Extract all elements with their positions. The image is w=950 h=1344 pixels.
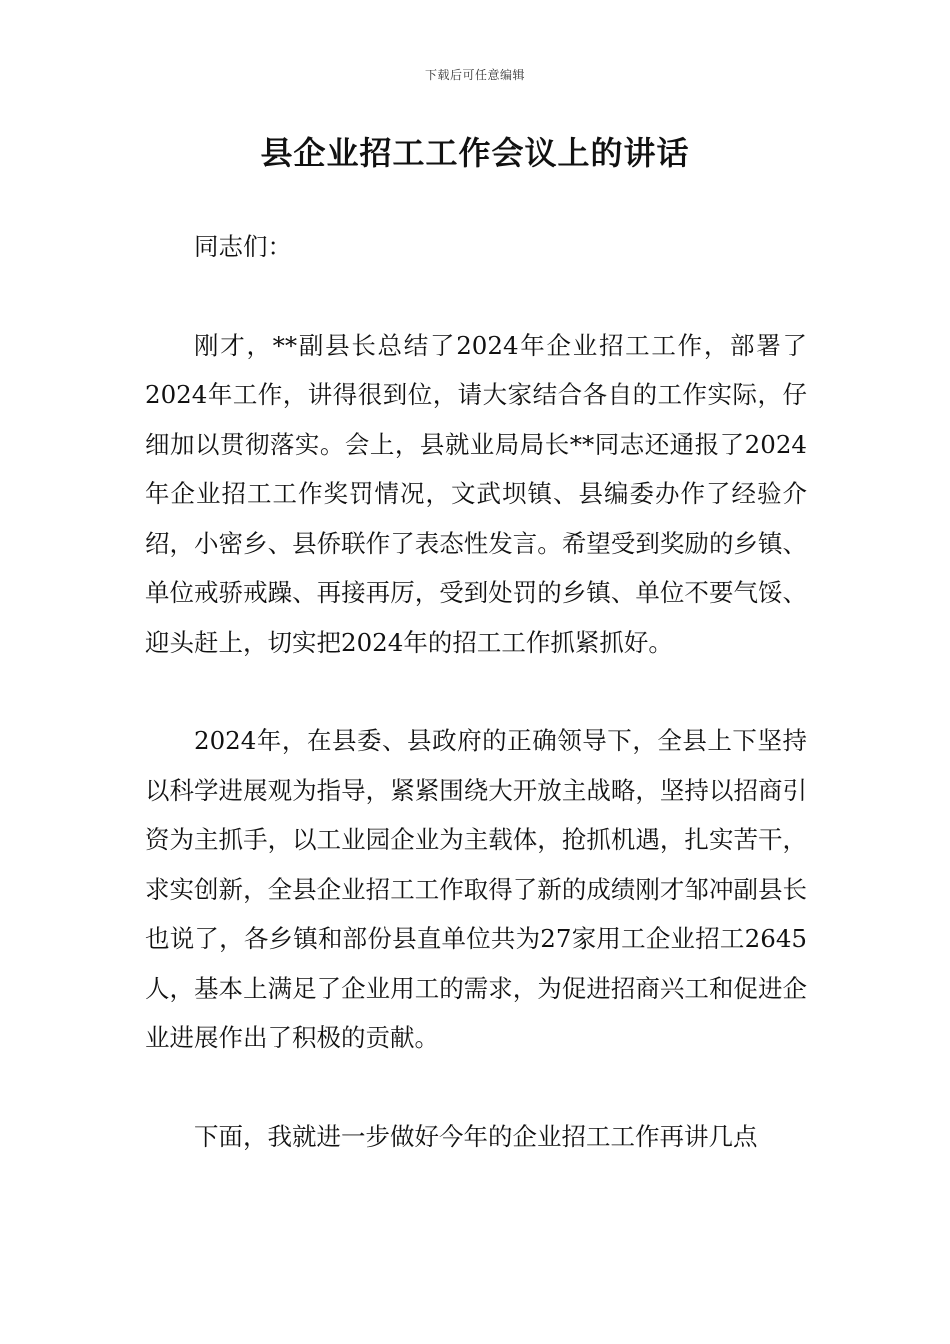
salutation: 同志们： bbox=[194, 232, 292, 261]
paragraph-1: 刚才，**副县长总结了2024年企业招工工作，部署了2024年工作，讲得很到位，请大家结合各自的工作实际，仔细加以贯彻落实。会上，县就业局局长**同志还通报了2024年企业招工工作奖罚情况，文武坝镇、县编委办作了经验介绍，小密乡、县侨联作了表态性发言。希望受到奖励的乡镇、单位戒骄戒躁、再接再厉，受到处罚的乡镇、单位不要气馁、迎头赶上，切实把2024年的招工工作抓紧抓好。 bbox=[145, 330, 807, 657]
paragraph-2: 2024年，在县委、县政府的正确领导下，全县上下坚持以科学进展观为指导，紧紧围绕大开放主战略，坚持以招商引资为主抓手，以工业园企业为主载体，抢抓机遇，扎实苦干，求实创新，全县企业招工工作取得了新的成绩刚才邹冲副县长也说了，各乡镇和部份县直单位共为27家用工企业招工2645人，基本上满足了企业用工的需求，为促进招商兴工和促进企业进展作出了积极的贡献。 bbox=[145, 726, 807, 1052]
document-body bbox=[145, 222, 807, 1161]
paragraph-3: 下面，我就进一步做好今年的企业招工工作再讲几点 bbox=[194, 1121, 758, 1151]
document-title: 县企业招工工作会议上的讲话 bbox=[260, 134, 690, 172]
header-note: 下载后可任意编辑 bbox=[424, 68, 525, 82]
